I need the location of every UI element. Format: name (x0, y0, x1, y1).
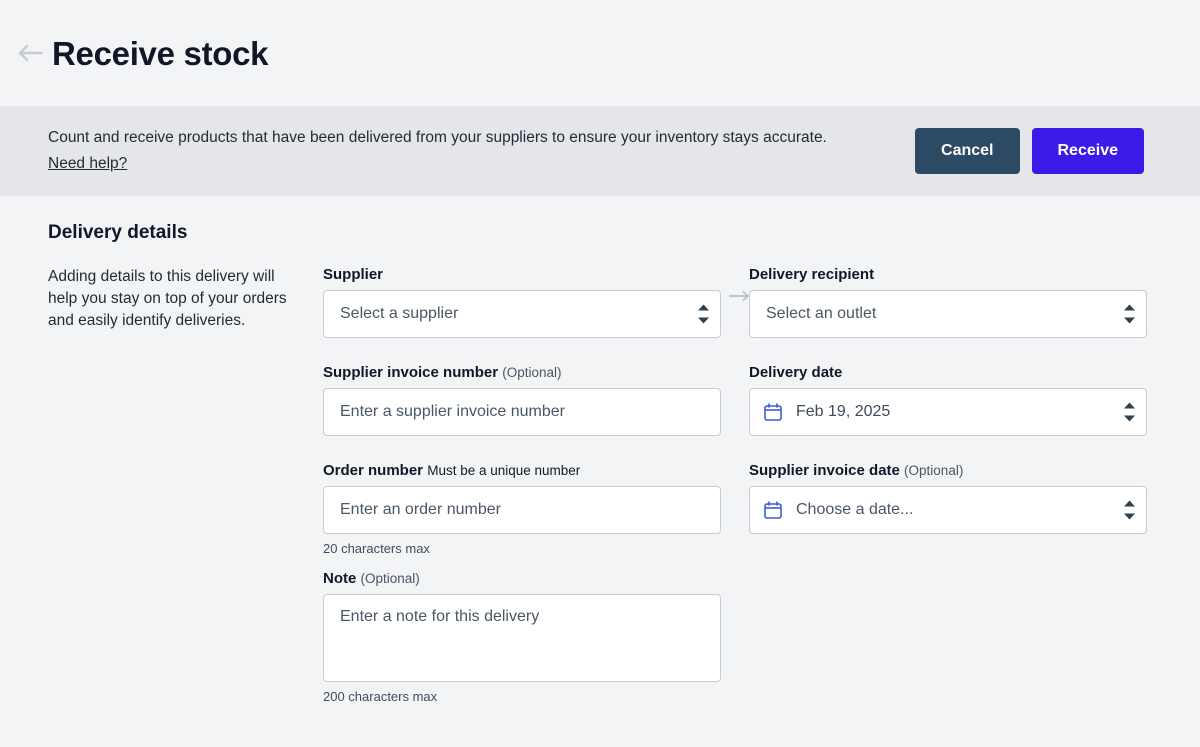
order-number-char-note: 20 characters max (323, 541, 430, 556)
receive-button[interactable]: Receive (1032, 128, 1145, 174)
delivery-details-section (0, 196, 1200, 718)
supplier-invoice-date-label-text: Supplier invoice date (749, 462, 900, 479)
note-optional: (Optional) (360, 571, 420, 586)
delivery-date-input[interactable] (749, 388, 1147, 436)
order-number-label (323, 462, 721, 479)
supplier-invoice-date-input[interactable] (749, 486, 1147, 534)
note-textarea[interactable] (323, 594, 721, 682)
field-supplier-invoice-date (749, 462, 1147, 534)
action-bar-description-block (48, 127, 827, 175)
field-supplier (323, 266, 721, 338)
action-bar-description: Count and receive products that have been delivered from your suppliers to ensure your inventory stays accurate. (48, 129, 827, 147)
supplier-invoice-date-stepper-icon[interactable] (1124, 501, 1135, 520)
order-number-hint: Must be a unique number (427, 463, 581, 478)
delivery-recipient-input[interactable] (749, 290, 1147, 338)
field-supplier-invoice-number (323, 364, 721, 436)
note-label-text: Note (323, 570, 357, 587)
need-help-link[interactable]: Need help? (48, 154, 128, 172)
field-delivery-recipient (749, 266, 1147, 338)
order-number-label-text: Order number (323, 462, 424, 479)
delivery-date-stepper-icon[interactable] (1124, 403, 1135, 422)
field-note (323, 570, 721, 704)
supplier-invoice-number-label (323, 364, 721, 381)
supplier-label: Supplier (323, 266, 384, 283)
delivery-date-label: Delivery date (749, 364, 843, 381)
fields-column-left (323, 266, 721, 718)
action-buttons (915, 128, 1144, 174)
arrow-right-icon (729, 289, 751, 307)
supplier-invoice-date-optional: (Optional) (904, 463, 964, 478)
action-bar (0, 106, 1200, 196)
order-number-input[interactable] (323, 486, 721, 534)
fields-column-right (749, 266, 1147, 718)
supplier-stepper-icon[interactable] (698, 305, 709, 324)
note-label (323, 570, 721, 587)
supplier-invoice-number-optional: (Optional) (502, 365, 562, 380)
section-description: Adding details to this delivery will help you stay on top of your orders and easily identify deliveries. (48, 268, 287, 329)
note-char-note: 200 characters max (323, 689, 438, 704)
delivery-recipient-label: Delivery recipient (749, 266, 875, 283)
delivery-recipient-stepper-icon[interactable] (1124, 305, 1135, 324)
field-order-number (323, 462, 721, 556)
cancel-button[interactable]: Cancel (915, 128, 1019, 174)
back-arrow-icon[interactable] (14, 36, 48, 70)
page-header (0, 0, 1200, 106)
field-delivery-date (749, 364, 1147, 436)
supplier-input[interactable] (323, 290, 721, 338)
calendar-icon (764, 501, 782, 519)
page-title: Receive stock (52, 34, 269, 72)
fields-area (323, 266, 1147, 718)
calendar-icon (764, 403, 782, 421)
supplier-invoice-number-label-text: Supplier invoice number (323, 364, 499, 381)
supplier-invoice-number-input[interactable] (323, 388, 721, 436)
supplier-invoice-date-label (749, 462, 1147, 479)
section-title: Delivery details (48, 222, 188, 243)
